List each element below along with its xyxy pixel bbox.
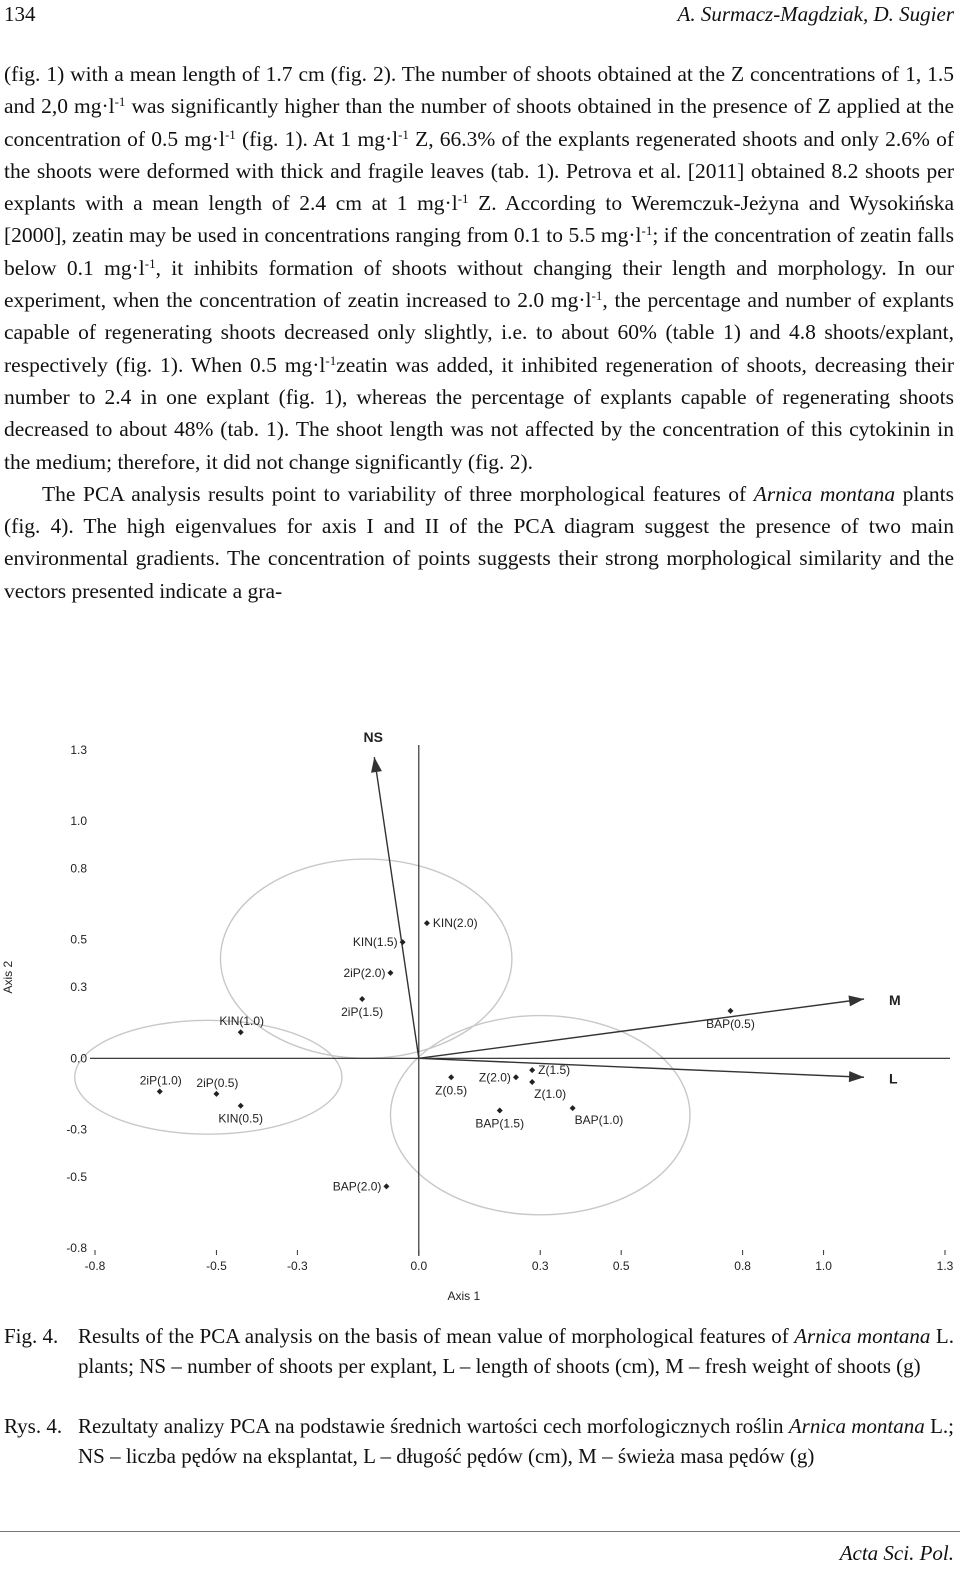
y-axis-title: Axis 2 [1, 960, 15, 994]
vector-label-ns: NS [363, 729, 384, 746]
data-point-label: BAP(0.5) [706, 1016, 755, 1031]
group-ellipse [390, 1016, 690, 1215]
paragraph-1: (fig. 1) with a mean length of 1.7 cm (fig. 2). The number of shoots obtained at the Z concentrations of 1, 1.5 and 2,0 $mg\cdot l^{-1}$ was significantly higher than the number of shoots obtained in the presence of Z applied at the concentration of 0.5 $mg\cdot l^{-1}$ (fig. 1). At 1 $mg\cdot l^{-1}$ Z, 66.3% of the explants regenerated shoots and only 2.6% of the shoots were deformed with thick and fragile leaves (tab. 1). Petrova et al. [2011] obtained 8.2 shoots per explants with a mean length of 2.4 cm at 1 $mg\cdot l^{-1}$ Z. According to Weremczuk-Jeżyna and Wysokińska [2000], zeatin may be used in concentrations ranging from 0.1 to 5.5 $mg\cdot l^{-1}$; if the concentration of zeatin falls below 0.1 $mg\cdot l^{-1}$, it inhibits formation of shoots without changing their length and morphology. In our experiment, when the concentration of zeatin increased to 2.0 $mg\cdot l^{-1}$, the percentage and number of explants capable of regenerating shoots decreased only slightly, i.e. to about 60% (table 1) and 4.8 shoots/explant, respectively (fig. 1). When 0.5 $mg\cdot l^{-1}zeatin$ was added, it inhibited regeneration of shoots, decreasing their number to 2.4 in one explant (fig. 1), whereas the percentage of explants capable of regenerating shoots decreased to about 48% (tab. 1). The shoot length was not affected by the concentration of this cytokinin in the medium; therefore, it did not change significantly (fig. 2). [4, 62, 955, 474]
x-tick-label: 1.3 [936, 1259, 954, 1273]
y-tick-label: -0.5 [66, 1169, 87, 1184]
vector-line-m [419, 999, 864, 1058]
vector-label-m: M [889, 992, 901, 1008]
y-tick-label: 0.8 [70, 861, 87, 876]
data-point [213, 1091, 219, 1097]
data-point [157, 1088, 163, 1094]
caption-text: Results of the PCA analysis on the basis of mean value of morphological features of Arnica montana L. plants; NS – number of shoots per explant, L – length of shoots (cm), M – fresh weight of shoots (g) [78, 1324, 955, 1378]
x-tick-label: -0.8 [84, 1259, 106, 1273]
pca-figure [0, 720, 960, 1310]
data-point-label: BAP(2.0) [332, 1179, 382, 1194]
y-tick-label: 1.0 [70, 814, 87, 829]
vector-arrowhead-m [848, 996, 864, 1007]
data-point-label: Z(0.5) [435, 1083, 468, 1098]
data-point [448, 1074, 454, 1080]
vector-arrowhead-l [849, 1071, 864, 1082]
journal-name: Acta Sci. Pol. [839, 1541, 954, 1565]
data-point [424, 920, 430, 926]
x-tick-label: 0.5 [612, 1259, 630, 1273]
data-point [359, 996, 365, 1002]
data-point [570, 1105, 576, 1111]
y-tick-label: 0.3 [70, 980, 87, 995]
caption-label: Rys. 4. [4, 1414, 63, 1438]
data-point [529, 1079, 535, 1085]
data-point [387, 970, 393, 976]
y-tick-label: -0.8 [66, 1241, 87, 1255]
y-tick-label: 1.3 [70, 743, 87, 757]
body-text [4, 58, 954, 607]
vector-arrowhead-ns [371, 757, 382, 773]
data-point [497, 1107, 503, 1113]
data-point-label: 2iP(0.5) [196, 1075, 239, 1090]
data-point-label: BAP(1.0) [574, 1113, 624, 1128]
data-point [238, 1029, 244, 1035]
data-point [383, 1183, 389, 1189]
caption-polish [4, 1412, 954, 1471]
data-point-label: KIN(1.0) [219, 1014, 265, 1029]
x-tick-label: 0.3 [531, 1259, 549, 1273]
y-tick-label: 0.5 [70, 932, 87, 947]
paragraph-2: The PCA analysis results point to variability of three morphological features of Arnica montana plants (fig. 4). The high eigenvalues for axis I and II of the PCA diagram suggest the presence of two main environmental gradients. The concentration of points suggests their strong morphological similarity and the vectors presented indicate a gra- [4, 481, 954, 603]
data-point [529, 1067, 535, 1073]
x-axis-title: Axis 1 [447, 1289, 481, 1303]
x-tick-label: 1.0 [815, 1259, 832, 1273]
running-header [4, 0, 954, 26]
data-point-label: 2iP(1.5) [341, 1005, 384, 1019]
data-point-label: Z(2.0) [478, 1070, 511, 1085]
data-point-label: 2iP(1.0) [139, 1073, 182, 1088]
y-tick-label: -0.3 [66, 1122, 87, 1137]
y-tick-label: 0.0 [70, 1051, 87, 1066]
vector-label-l: L [889, 1070, 898, 1087]
data-point [727, 1008, 733, 1014]
data-point-label: 2iP(2.0) [343, 965, 386, 980]
x-tick-label: -0.3 [287, 1259, 308, 1273]
pca-chart [0, 720, 960, 1310]
data-point-label: KIN(1.5) [352, 935, 398, 950]
data-point [513, 1074, 519, 1080]
page-number: 134 [4, 2, 36, 26]
caption-label: Fig. 4. [4, 1324, 59, 1348]
data-point [400, 939, 406, 945]
data-point-label: KIN(0.5) [218, 1111, 264, 1126]
data-point [238, 1103, 244, 1109]
caption-english [4, 1322, 954, 1381]
data-point-label: BAP(1.5) [475, 1116, 525, 1131]
footer-rule [0, 1531, 960, 1532]
data-point-label: KIN(2.0) [432, 916, 478, 931]
running-authors: A. Surmacz-Magdziak, D. Sugier [677, 2, 954, 26]
data-point-label: Z(1.5) [538, 1063, 571, 1078]
data-point-label: Z(1.0) [534, 1087, 567, 1101]
caption-text: Rezultaty analizy PCA na podstawie średnich wartości cech morfologicznych roślin Arnica montana L.; NS – liczba pędów na eksplantat, L – długość pędów (cm), M – świeża masa pędów (g) [78, 1414, 954, 1468]
x-tick-label: -0.5 [206, 1259, 227, 1273]
x-tick-label: 0.8 [734, 1259, 751, 1273]
x-tick-label: 0.0 [410, 1259, 428, 1273]
